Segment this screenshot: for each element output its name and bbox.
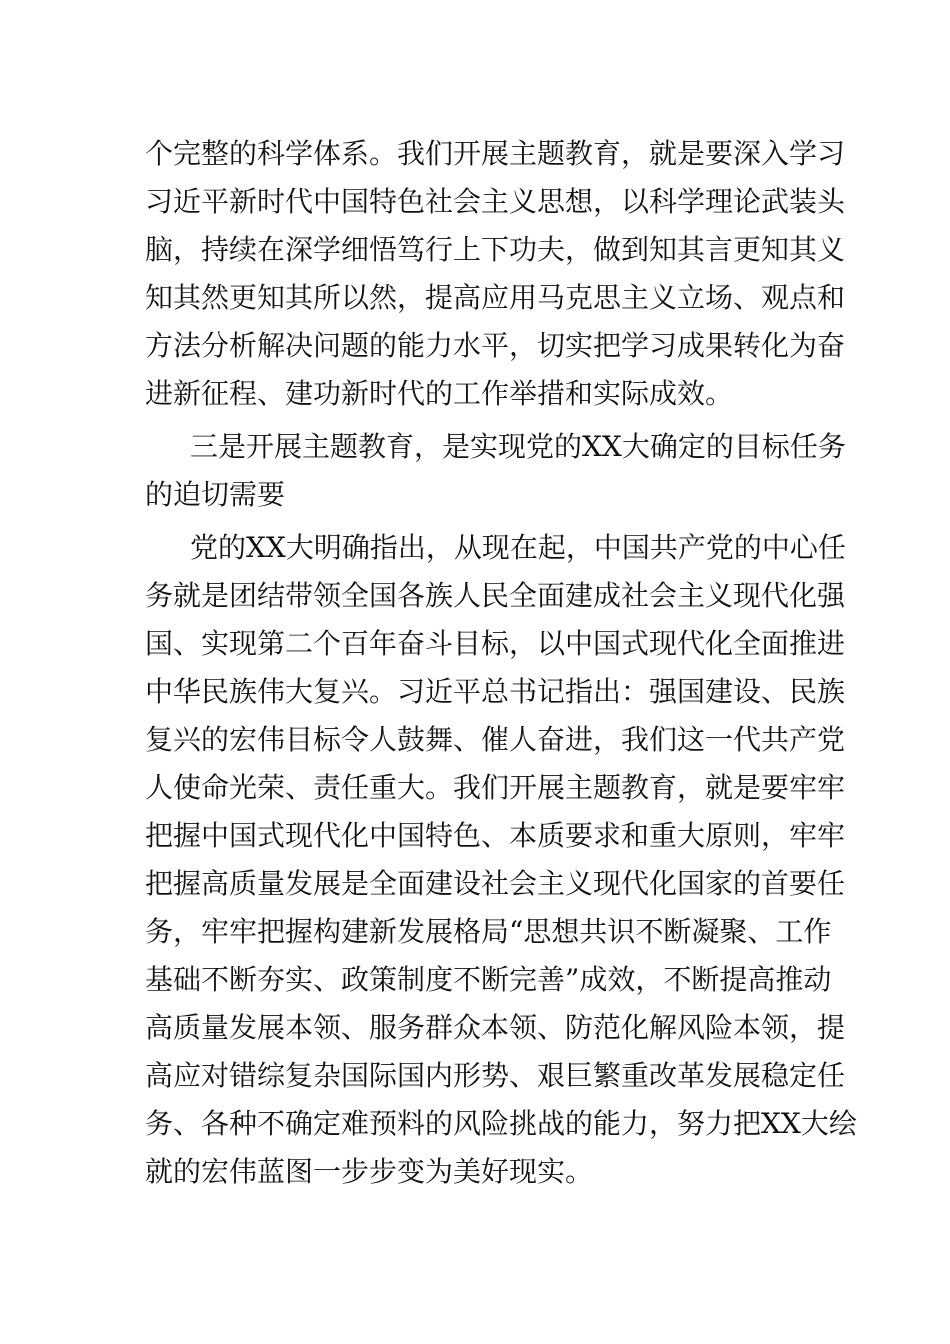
text-line: 就的宏伟蓝图一步步变为美好现实。 — [145, 1155, 594, 1188]
text-line: 个完整的科学体系。我们开展主题教育，就是要深入学习 — [145, 137, 846, 170]
section-heading-line: 三是开展主题教育，是实现党的XX大确定的目标任务 — [190, 430, 846, 463]
text-line: 把握高质量发展是全面建设社会主义现代化国家的首要任 — [145, 867, 846, 900]
text-line: 务，牢牢把握构建新发展格局“思想共识不断凝聚、工作 — [145, 915, 832, 948]
text-line: 脑，持续在深学细悟笃行上下功夫，做到知其言更知其义 — [145, 233, 846, 266]
text-line: 习近平新时代中国特色社会主义思想，以科学理论武装头 — [145, 185, 846, 218]
text-line: 方法分析解决问题的能力水平，切实把学习成果转化为奋 — [145, 329, 846, 362]
text-line: 中华民族伟大复兴。习近平总书记指出：强国建设、民族 — [145, 675, 846, 708]
text-line: 务、各种不确定难预料的风险挑战的能力，努力把XX大绘 — [145, 1107, 857, 1140]
text-line: 把握中国式现代化中国特色、本质要求和重大原则，牢牢 — [145, 819, 846, 852]
text-line: 人使命光荣、责任重大。我们开展主题教育，就是要牢牢 — [145, 771, 846, 804]
text-line: 基础不断夯实、政策制度不断完善”成效，不断提高推动 — [145, 963, 832, 996]
text-line: 务就是团结带领全国各族人民全面建成社会主义现代化强 — [145, 579, 846, 612]
text-line: 知其然更知其所以然，提高应用马克思主义立场、观点和 — [145, 281, 846, 314]
text-line: 党的XX大明确指出，从现在起，中国共产党的中心任 — [190, 531, 846, 564]
text-line: 高应对错综复杂国际国内形势、艰巨繁重改革发展稳定任 — [145, 1059, 846, 1092]
text-line: 复兴的宏伟目标令人鼓舞、催人奋进，我们这一代共产党 — [145, 723, 846, 756]
text-line: 高质量发展本领、服务群众本领、防范化解风险本领，提 — [145, 1011, 846, 1044]
section-heading-line: 的迫切需要 — [145, 478, 286, 511]
text-line: 国、实现第二个百年奋斗目标，以中国式现代化全面推进 — [145, 627, 846, 660]
text-line: 进新征程、建功新时代的工作举措和实际成效。 — [145, 377, 734, 410]
